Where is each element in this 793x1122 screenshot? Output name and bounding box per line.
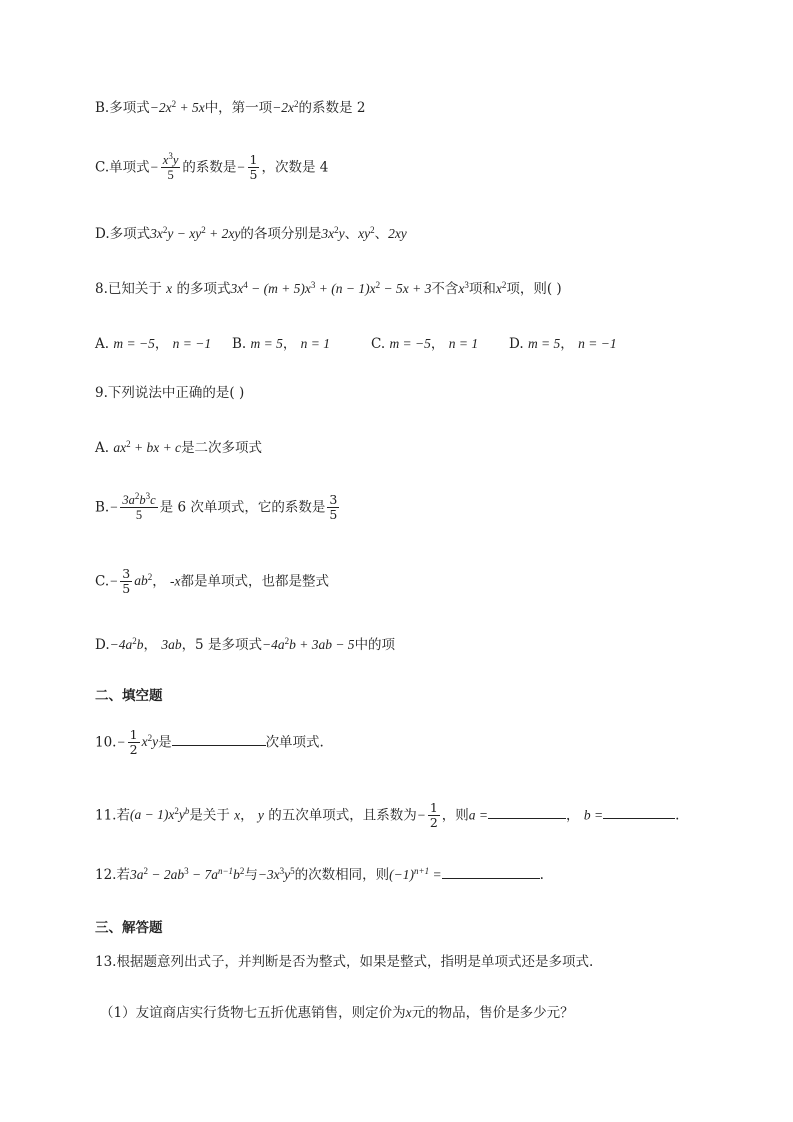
section-fill-in-title: 二、填空题: [95, 688, 163, 704]
question-13-part-1: （1）友谊商店实行货物七五折优惠销售，则定价为x元的物品，售价是多少元？: [100, 1005, 574, 1021]
q8-option-b[interactable]: B. m = 5， n = 1: [232, 336, 331, 352]
q7-option-c: C.单项式− $\frac{x^3y}{5}$ 的系数是− $\frac{1}{5}$ ，次数是 4: [95, 151, 329, 183]
question-8-stem: 8.已知关于 x 的多项式$3x^4 - (m + 5)x^3 + (n - 1)x^2 - 5x + 3$不含$x^3$项和$x^2$项，则( ): [95, 280, 562, 297]
q9-option-c[interactable]: C.− $\frac{3}{5}$ $ab^2$， -x都是单项式，也都是整式: [95, 566, 330, 597]
q12-answer-blank[interactable]: [442, 866, 540, 879]
q11-answer-a-blank[interactable]: [488, 806, 566, 819]
section-answer-title: 三、解答题: [95, 920, 163, 936]
question-11: 11.若$(a - 1)x^2y^b$是关于 x， y 的五次单项式，且系数为− $\frac{1}{2}$ ，则a = ， b = .: [95, 800, 680, 831]
question-12: 12.若$3a^2 - 2ab^3 - 7a^{n-1}b^2$与$-3x^3y^5$的次数相同，则$(-1)^{n+1}$ = .: [95, 866, 544, 883]
question-13-stem: 13.根据题意列出式子，并判断是否为整式，如果是整式，指明是单项式还是多项式.: [95, 954, 594, 970]
q8-option-c[interactable]: C. m = −5， n = 1: [371, 336, 479, 352]
q9-option-d[interactable]: $D.-4a^2b$， 3ab，5 是多项式$-4a^2b + 3ab - 5$中的项: [95, 636, 396, 653]
q7-option-d: D.多项式$3x^2y - xy^2 + 2xy$的各项分别是$3x^2y$、$xy^2$、2xy: [95, 225, 407, 242]
q9-option-b[interactable]: B.− $\frac{3a^2b^3c}{5}$ 是 6 次单项式，它的系数是 $\frac{3}{5}$: [95, 491, 338, 523]
q8-option-a[interactable]: A. m = −5， n = −1: [95, 336, 212, 352]
question-10: 10.− $\frac{1}{2}$ $x^2y$是 次单项式.: [95, 727, 324, 758]
q11-answer-b-blank[interactable]: [603, 806, 675, 819]
q9-option-a[interactable]: A. $ax^2$ + bx + c是二次多项式: [95, 439, 263, 456]
question-8-options: [95, 337, 617, 352]
q10-answer-blank[interactable]: [172, 733, 266, 746]
question-9-stem: 9.下列说法中正确的是( ): [95, 385, 245, 401]
q8-option-d[interactable]: D. m = 5， n = −1: [509, 336, 617, 352]
q7-option-b: B.多项式$-2x^2 + 5x$中，第一项$-2x^2$的系数是 2: [95, 99, 366, 116]
